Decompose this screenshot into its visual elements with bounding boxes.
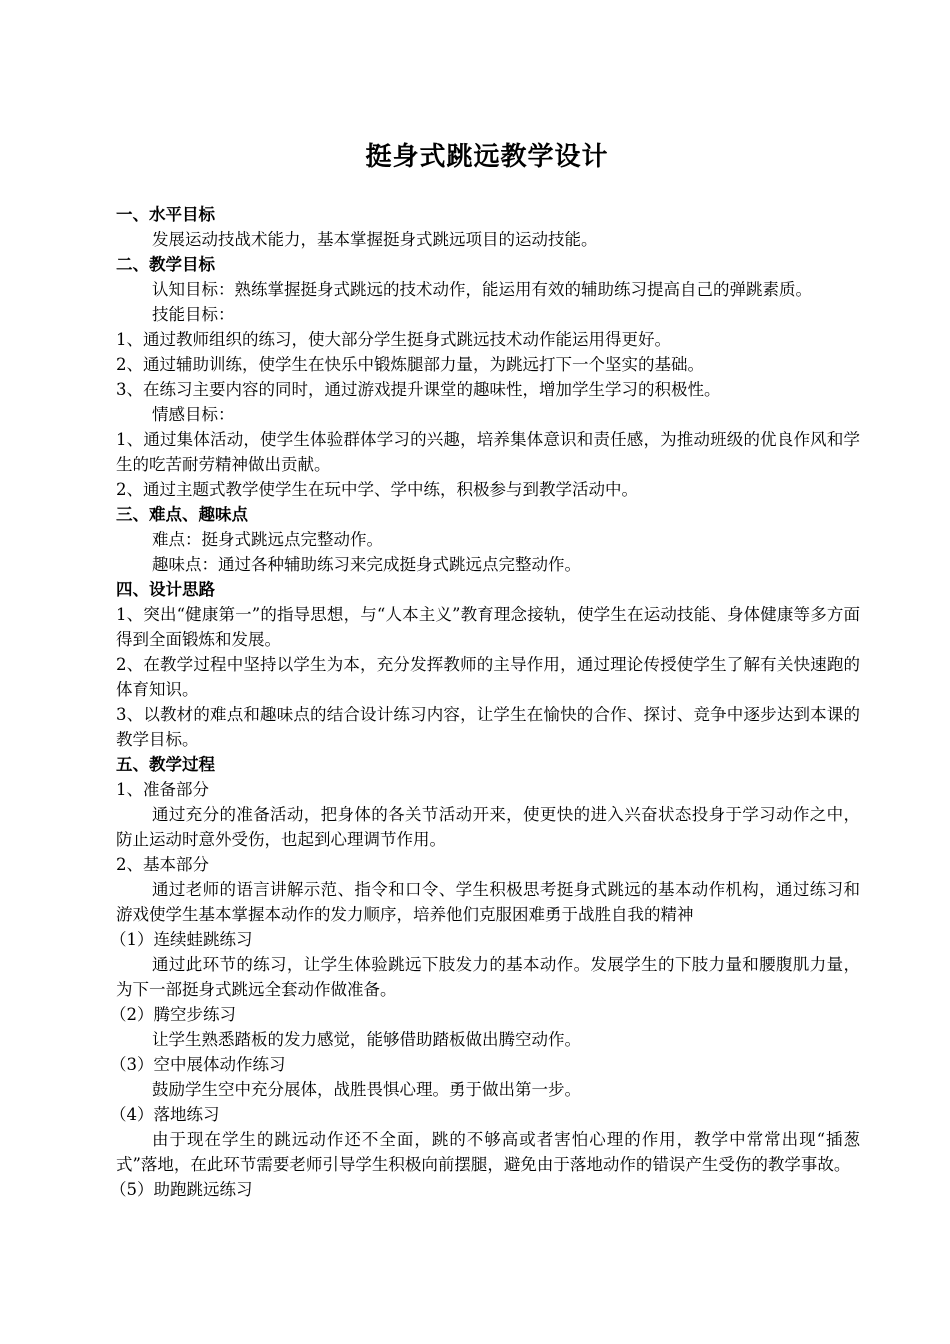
document-body [110, 202, 860, 1202]
list-item: 1、突出“健康第一”的指导思想，与“人本主义”教育理念接轨，使学生在运动技能、身体健康等多方面得到全面锻炼和发展。 [116, 605, 860, 649]
exercise-text: 通过此环节的练习，让学生体验跳远下肢发力的基本动作。发展学生的下肢力量和腰腹肌力量，为下一部挺身式跳远全套动作做准备。 [116, 955, 860, 999]
paragraph-basic: 通过老师的语言讲解示范、指令和口令、学生积极思考挺身式跳远的基本动作机构，通过练习和游戏使学生基本掌握本动作的发力顺序，培养他们克服困难勇于战胜自我的精神 [116, 880, 860, 924]
section-heading-difficulty: 三、难点、趣味点 [116, 505, 248, 524]
exercise-label: （1）连续蛙跳练习 [110, 930, 253, 949]
list-item: 1、通过教师组织的练习，使大部分学生挺身式跳远技术动作能运用得更好。 [116, 330, 671, 349]
exercise-text: 由于现在学生的跳远动作还不全面，跳的不够高或者害怕心理的作用，教学中常常出现“插葱式”落地，在此环节需要老师引导学生积极向前摆腿，避免由于落地动作的错误产生受伤的教学事故。 [116, 1130, 860, 1174]
list-item: 3、以教材的难点和趣味点的结合设计练习内容，让学生在愉快的合作、探讨、竞争中逐步达到本课的教学目标。 [116, 705, 860, 749]
emotion-goal-label: 情感目标： [152, 405, 235, 424]
paragraph: 发展运动技战术能力，基本掌握挺身式跳远项目的运动技能。 [152, 230, 598, 249]
list-item: 2、通过主题式教学使学生在玩中学、学中练，积极参与到教学活动中。 [116, 480, 638, 499]
section-heading-teaching-goals: 二、教学目标 [116, 255, 215, 274]
paragraph-prep: 通过充分的准备活动，把身体的各关节活动开来，使更快的进入兴奋状态投身于学习动作之中，防止运动时意外受伤，也起到心理调节作用。 [116, 805, 860, 849]
exercise-label: （2）腾空步练习 [110, 1005, 236, 1024]
exercise-label: （5）助跑跳远练习 [110, 1180, 253, 1199]
section-heading-design-ideas: 四、设计思路 [116, 580, 215, 599]
subsection-label-prep: 1、准备部分 [116, 780, 209, 799]
list-item: 2、通过辅助训练，使学生在快乐中锻炼腿部力量，为跳远打下一个坚实的基础。 [116, 355, 704, 374]
paragraph-cognitive-goal: 认知目标：熟练掌握挺身式跳远的技术动作，能运用有效的辅助练习提高自己的弹跳素质。 [152, 280, 812, 299]
list-item: 2、在教学过程中坚持以学生为本，充分发挥教师的主导作用，通过理论传授使学生了解有关快速跑的体育知识。 [116, 655, 860, 699]
exercise-text: 让学生熟悉踏板的发力感觉，能够借助踏板做出腾空动作。 [152, 1030, 581, 1049]
section-heading-teaching-process: 五、教学过程 [116, 755, 215, 774]
skill-goal-label: 技能目标： [152, 305, 235, 324]
subsection-label-basic: 2、基本部分 [116, 855, 209, 874]
exercise-label: （3）空中展体动作练习 [110, 1055, 286, 1074]
document-title: 挺身式跳远教学设计 [365, 142, 609, 172]
list-item: 1、通过集体活动，使学生体验群体学习的兴趣，培养集体意识和责任感，为推动班级的优良作风和学生的吃苦耐劳精神做出贡献。 [116, 430, 860, 474]
paragraph-interest: 趣味点：通过各种辅助练习来完成挺身式跳远点完整动作。 [152, 555, 581, 574]
exercise-text: 鼓励学生空中充分展体，战胜畏惧心理。勇于做出第一步。 [152, 1080, 581, 1099]
paragraph-difficulty: 难点：挺身式跳远点完整动作。 [152, 530, 383, 549]
exercise-label: （4）落地练习 [110, 1105, 220, 1124]
list-item: 3、在练习主要内容的同时，通过游戏提升课堂的趣味性，增加学生学习的积极性。 [116, 380, 721, 399]
section-heading-level-goals: 一、水平目标 [116, 205, 215, 224]
